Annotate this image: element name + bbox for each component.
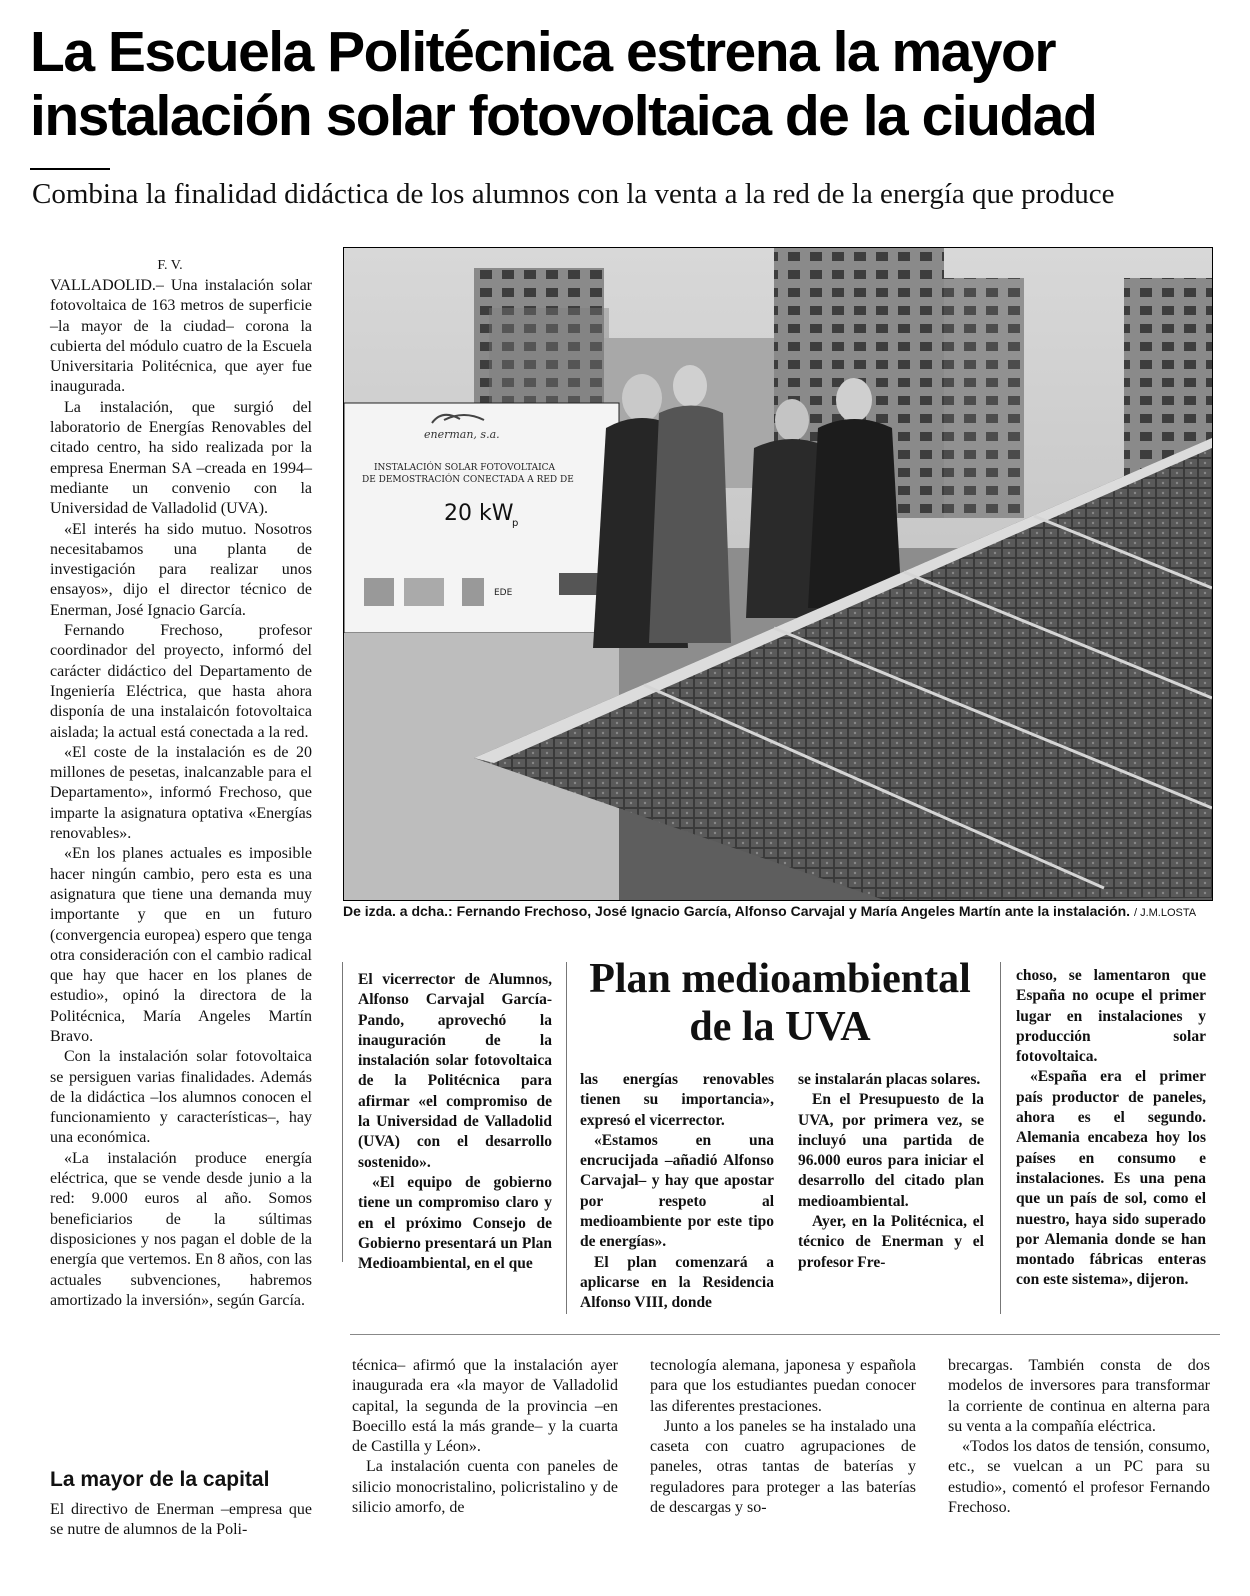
news-photo xyxy=(343,247,1213,901)
sign-line-2: DE DEMOSTRACIÓN CONECTADA A RED DE xyxy=(362,475,574,485)
photo-caption xyxy=(343,903,1223,919)
paragraph: Fernando Frechoso, profesor coordinador del proyecto, informó del carácter didáctico del Departamento de Ingeniería Eléctrica, que hasta ahora disponía de una instalaicón fotovoltaica aislada; la actual está conectada a la red. xyxy=(50,622,312,741)
paragraph: las energías renovables tienen su importancia», expresó el vicerrector. xyxy=(580,1071,774,1129)
byline: F. V. xyxy=(157,258,183,273)
bottom-column-2 xyxy=(650,1356,916,1518)
sidebar-column-1 xyxy=(358,970,552,1274)
paragraph: En el Presupuesto de la UVA, por primera vez, se incluyó una partida de 96.000 euros para iniciar el desarrollo del citado plan medioambiental. xyxy=(798,1091,984,1210)
paragraph: «El interés ha sido mutuo. Nosotros necesitabamos una planta de investigación para realizar unos ensayos», dijo el director técnico de Enerman, José Ignacio García. xyxy=(50,520,312,619)
paragraph: «La instalación produce energía eléctrica, que se vende desde junio a la red: 9.000 euros al año. Somos beneficiarios de la súltimas disposiciones y nos pagan el doble de la energía que vertemos. En 8 años, con las actuales subvenciones, habremos amortizado la inversión», según García. xyxy=(50,1149,312,1309)
caption-text: De izda. a dcha.: Fernando Frechoso, José Ignacio García, Alfonso Carvajal y María Angeles Martín ante la instalación. xyxy=(343,903,1131,919)
bottom-column-1 xyxy=(352,1356,618,1518)
paragraph: se instalarán placas solares. xyxy=(798,1071,981,1088)
column-rule xyxy=(566,962,567,1314)
paragraph: «El coste de la instalación es de 20 millones de pesetas, inalcanzable para el Departamento», informó Frechoso, que imparte la asignatura optativa «Energías renovables». xyxy=(50,743,312,843)
sidebar-title: Plan medioambiental de la UVA xyxy=(589,956,971,1050)
paragraph: Ayer, en la Politécnica, el técnico de Enerman y el profesor Fre- xyxy=(798,1213,984,1271)
paragraph: brecargas. También consta de dos modelos de inversores para transformar la corriente de continua en alterna para su venta a la compañía eléctrica. xyxy=(948,1357,1210,1435)
paragraph: «En los planes actuales es imposible hacer ningún cambio, pero esta es una asignatura que tiene una demanda muy importante y que en un futuro (convergencia europea) espero que tenga otra consideración con el cambio radical que hay que hacer en los planes de estudio», opinó la directora de la Politécnica, María Angeles Martín Bravo. xyxy=(50,845,312,1045)
subheadline: Combina la finalidad didáctica de los alumnos con la venta a la red de la energía que produce xyxy=(32,178,1115,210)
paragraph: Junto a los paneles se ha instalado una caseta con cuatro agrupaciones de paneles, otras tantas de baterías y reguladores para proteger a las baterías de descargas y so- xyxy=(650,1417,916,1517)
section-text xyxy=(50,1500,312,1541)
paragraph: «Estamos en una encrucijada –añadió Alfonso Carvajal– y hay que apostar por respeto al medioambiente por este tipo de energías». xyxy=(580,1131,774,1251)
paragraph: El plan comenzará a aplicarse en la Residencia Alfonso VIII, donde xyxy=(580,1253,774,1312)
paragraph: El vicerrector de Alumnos, Alfonso Carvajal García-Pando, aprovechó la inauguración de la instalación solar fotovoltaica de la Politécnica para afirmar «el compromiso de la Universidad de Valladolid (UVA) con el desarrollo sostenido». xyxy=(358,971,552,1171)
paragraph: La instalación cuenta con paneles de silicio monocristalino, policristalino y de silicio amorfo, de xyxy=(352,1458,618,1517)
paragraph: El directivo de Enerman –empresa que se nutre de alumnos de la Poli- xyxy=(50,1501,312,1539)
sign-power: 20 kW xyxy=(444,501,514,526)
sign-logo-text: EDE xyxy=(494,588,513,598)
photo-credit: / J.M.LOSTA xyxy=(1133,907,1197,919)
column-rule xyxy=(342,962,343,1262)
headline-rule xyxy=(30,168,110,170)
paragraph: «Todos los datos de tensión, consumo, etc., se vuelcan a un PC para su estudio», comentó el profesor Fernando Frechoso. xyxy=(948,1438,1210,1517)
sidebar-bottom-rule xyxy=(350,1334,1220,1335)
sidebar-column-2 xyxy=(580,1070,774,1314)
eu-flag-icon xyxy=(559,573,599,595)
bottom-column-3 xyxy=(948,1356,1210,1518)
section-title: La mayor de la capital xyxy=(50,1468,270,1491)
sign-logo-icon xyxy=(462,578,484,606)
sign-line-1: INSTALACIÓN SOLAR FOTOVOLTAICA xyxy=(374,463,556,473)
sidebar-column-4 xyxy=(1016,966,1206,1291)
paragraph: La instalación, que surgió del laboratorio de Energías Renovables del citado centro, ha sido realizada por la empresa Enerman SA –creada en 1994– mediante un convenio con la Universidad de Valladolid (UVA). xyxy=(50,398,312,518)
paragraph: choso, se lamentaron que España no ocupe el primer lugar en instalaciones y producción solar fotovoltaica. xyxy=(1016,967,1206,1066)
paragraph: «El equipo de gobierno tiene un compromiso claro y en el próximo Consejo de Gobierno presentará un Plan Medioambiental, en el que xyxy=(358,1173,552,1273)
left-column xyxy=(50,276,312,1311)
sign-logo-icon xyxy=(364,578,394,606)
paragraph: VALLADOLID.– Una instalación solar fotovoltaica de 163 metros de superficie –la mayor de la ciudad– corona la cubierta del módulo cuatro de la Escuela Universitaria Politécnica, que ayer fue inaugurada. xyxy=(50,277,312,396)
paragraph: técnica– afirmó que la instalación ayer inaugurada era «la mayor de Valladolid capital, la segunda de la provincia –en Boecillo está la más grande– y la cuarta de Castilla y Léon». xyxy=(352,1357,618,1456)
headline: La Escuela Politécnica estrena la mayor instalación solar fotovoltaica de la ciudad xyxy=(30,20,1097,148)
paragraph: tecnología alemana, japonesa y española para que los estudiantes puedan conocer las diferentes prestaciones. xyxy=(650,1357,916,1415)
column-rule xyxy=(1000,962,1001,1314)
sign-logo-icon xyxy=(404,578,444,606)
sidebar-column-3 xyxy=(798,1070,984,1273)
photo-illustration xyxy=(344,248,1212,900)
sign-brand: enerman, s.a. xyxy=(424,428,500,441)
sign-power-sub: p xyxy=(512,518,519,529)
paragraph: «España era el primer país productor de paneles, ahora es el segundo. Alemania encabeza hoy los países en consumo e instalaciones. Es una pena que un país de sol, como el nuestro, haya sido superado por Alemania donde se han montado fábricas enteras con este sistema», dijeron. xyxy=(1016,1068,1206,1289)
paragraph: Con la instalación solar fotovoltaica se persiguen varias finalidades. Además de la didáctica –los alumnos conocen el funcionamiento y características–, hay una económica. xyxy=(50,1048,312,1147)
